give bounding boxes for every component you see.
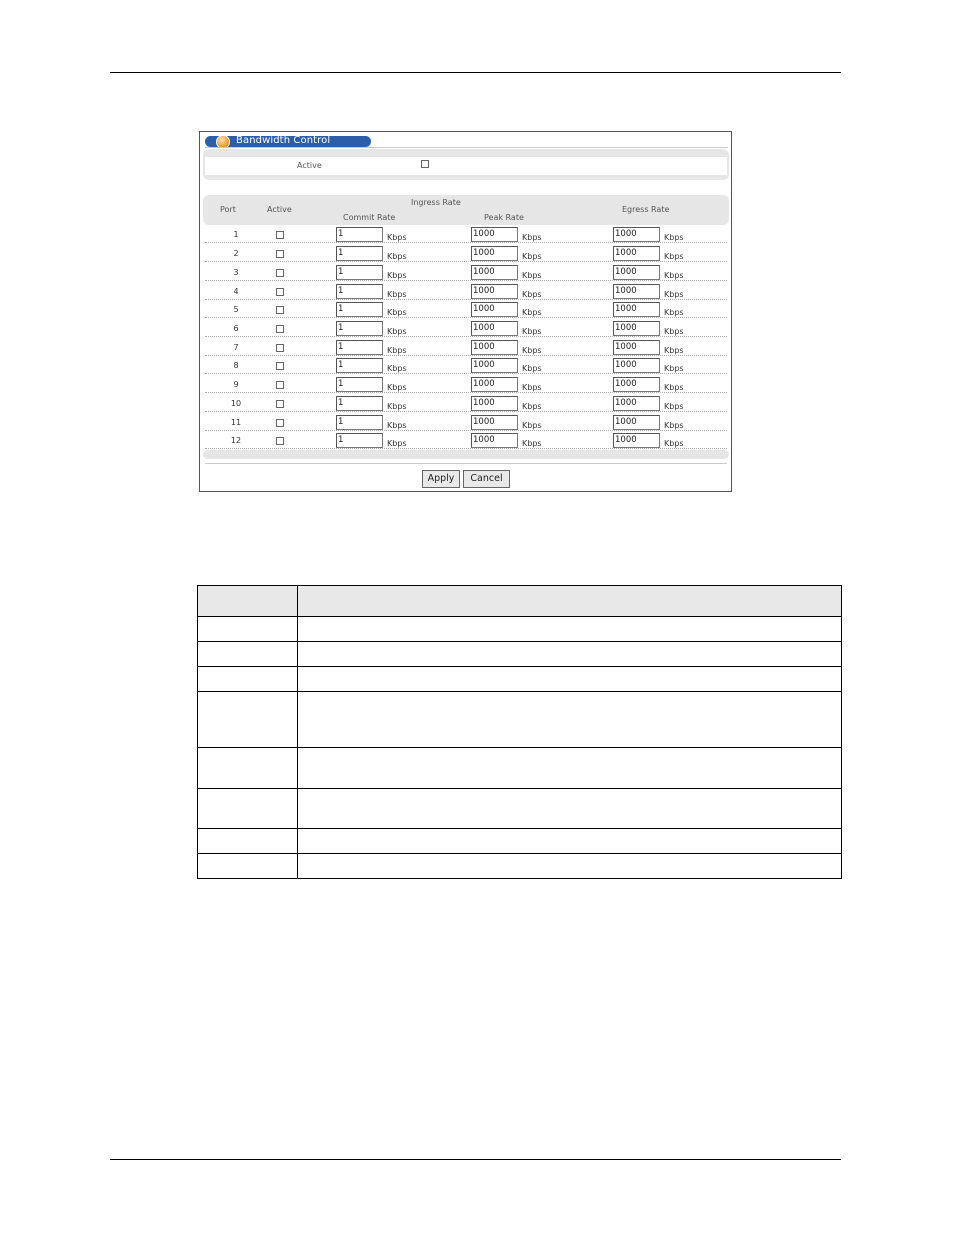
peak-rate-input[interactable]: 1000 xyxy=(471,284,518,299)
col-header-commit-rate: Commit Rate xyxy=(343,213,396,222)
table-row xyxy=(205,300,727,318)
egress-rate-input[interactable]: 1000 xyxy=(613,265,660,280)
table-cell xyxy=(198,829,298,854)
port-number: 7 xyxy=(233,343,239,352)
bandwidth-control-screen xyxy=(199,131,732,492)
field-description-table xyxy=(197,585,842,879)
commit-unit: Kbps xyxy=(387,290,407,299)
table-cell xyxy=(298,642,842,667)
commit-rate-input[interactable]: 1 xyxy=(336,265,383,280)
port-active-checkbox[interactable] xyxy=(276,269,284,277)
egress-rate-input[interactable]: 1000 xyxy=(613,340,660,355)
egress-unit: Kbps xyxy=(664,233,684,242)
peak-unit: Kbps xyxy=(522,327,542,336)
peak-rate-input[interactable]: 1000 xyxy=(471,246,518,261)
commit-unit: Kbps xyxy=(387,383,407,392)
peak-unit: Kbps xyxy=(522,421,542,430)
table-header-row xyxy=(198,586,842,617)
global-active-band xyxy=(203,149,729,180)
table-row xyxy=(205,394,727,412)
table-row xyxy=(198,692,842,748)
table-row xyxy=(205,338,727,356)
egress-unit: Kbps xyxy=(664,327,684,336)
commit-unit: Kbps xyxy=(387,439,407,448)
peak-unit: Kbps xyxy=(522,233,542,242)
table-row xyxy=(198,642,842,667)
page-header-rule xyxy=(110,72,841,73)
commit-unit: Kbps xyxy=(387,327,407,336)
table-row xyxy=(198,789,842,829)
commit-rate-input[interactable]: 1 xyxy=(336,396,383,411)
table-cell xyxy=(298,617,842,642)
port-active-checkbox[interactable] xyxy=(276,437,284,445)
peak-rate-input[interactable]: 1000 xyxy=(471,396,518,411)
panel-title: Bandwidth Control xyxy=(236,135,331,146)
table-cell xyxy=(198,748,298,789)
peak-rate-input[interactable]: 1000 xyxy=(471,227,518,242)
peak-rate-input[interactable]: 1000 xyxy=(471,415,518,430)
port-number: 1 xyxy=(233,230,239,239)
table-cell xyxy=(198,667,298,692)
header-cell xyxy=(198,586,298,617)
port-number: 3 xyxy=(233,268,239,277)
table-cell xyxy=(198,692,298,748)
table-footer-band xyxy=(203,450,729,459)
peak-unit: Kbps xyxy=(522,290,542,299)
commit-unit: Kbps xyxy=(387,233,407,242)
col-header-egress-rate: Egress Rate xyxy=(622,205,670,214)
commit-rate-input[interactable]: 1 xyxy=(336,321,383,336)
peak-rate-input[interactable]: 1000 xyxy=(471,265,518,280)
cancel-button[interactable]: Cancel xyxy=(463,470,510,488)
egress-unit: Kbps xyxy=(664,271,684,280)
commit-unit: Kbps xyxy=(387,364,407,373)
global-active-row xyxy=(205,157,727,175)
port-number: 9 xyxy=(233,380,239,389)
peak-rate-input[interactable]: 1000 xyxy=(471,321,518,336)
egress-unit: Kbps xyxy=(664,308,684,317)
table-row xyxy=(205,356,727,374)
commit-unit: Kbps xyxy=(387,271,407,280)
port-active-checkbox[interactable] xyxy=(276,344,284,352)
port-number: 8 xyxy=(233,361,239,370)
egress-rate-input[interactable]: 1000 xyxy=(613,302,660,317)
commit-rate-input[interactable]: 1 xyxy=(336,415,383,430)
peak-unit: Kbps xyxy=(522,402,542,411)
port-active-checkbox[interactable] xyxy=(276,400,284,408)
col-header-port: Port xyxy=(220,205,236,214)
commit-unit: Kbps xyxy=(387,346,407,355)
egress-unit: Kbps xyxy=(664,364,684,373)
commit-unit: Kbps xyxy=(387,252,407,261)
egress-rate-input[interactable]: 1000 xyxy=(613,433,660,448)
egress-rate-input[interactable]: 1000 xyxy=(613,321,660,336)
page-footer-rule xyxy=(110,1159,841,1160)
commit-rate-input[interactable]: 1 xyxy=(336,246,383,261)
table-cell xyxy=(298,748,842,789)
port-active-checkbox[interactable] xyxy=(276,381,284,389)
port-active-checkbox[interactable] xyxy=(276,419,284,427)
table-row xyxy=(205,319,727,337)
table-row xyxy=(198,667,842,692)
egress-rate-input[interactable]: 1000 xyxy=(613,415,660,430)
port-active-checkbox[interactable] xyxy=(276,306,284,314)
port-number: 2 xyxy=(233,249,239,258)
peak-rate-input[interactable]: 1000 xyxy=(471,302,518,317)
table-cell xyxy=(298,692,842,748)
table-cell xyxy=(298,789,842,829)
col-header-ingress-rate: Ingress Rate xyxy=(411,198,461,207)
port-active-checkbox[interactable] xyxy=(276,288,284,296)
table-row xyxy=(205,375,727,393)
table-row xyxy=(205,282,727,300)
commit-rate-input[interactable]: 1 xyxy=(336,227,383,242)
port-number: 12 xyxy=(230,436,242,445)
col-header-peak-rate: Peak Rate xyxy=(484,213,524,222)
peak-rate-input[interactable]: 1000 xyxy=(471,433,518,448)
egress-unit: Kbps xyxy=(664,346,684,355)
peak-unit: Kbps xyxy=(522,271,542,280)
port-number: 11 xyxy=(230,418,242,427)
table-row xyxy=(205,431,727,449)
egress-rate-input[interactable]: 1000 xyxy=(613,284,660,299)
commit-rate-input[interactable]: 1 xyxy=(336,377,383,392)
peak-unit: Kbps xyxy=(522,252,542,261)
table-cell xyxy=(298,667,842,692)
commit-rate-input[interactable]: 1 xyxy=(336,433,383,448)
port-number: 5 xyxy=(233,305,239,314)
peak-unit: Kbps xyxy=(522,364,542,373)
peak-rate-input[interactable]: 1000 xyxy=(471,340,518,355)
title-divider xyxy=(205,147,728,148)
egress-rate-input[interactable]: 1000 xyxy=(613,227,660,242)
table-cell xyxy=(198,854,298,879)
commit-rate-input[interactable]: 1 xyxy=(336,358,383,373)
port-active-checkbox[interactable] xyxy=(276,231,284,239)
port-number: 10 xyxy=(230,399,242,408)
port-number: 6 xyxy=(233,324,239,333)
egress-unit: Kbps xyxy=(664,439,684,448)
peak-rate-input[interactable]: 1000 xyxy=(471,377,518,392)
table-row xyxy=(205,225,727,243)
table-row xyxy=(198,748,842,789)
egress-unit: Kbps xyxy=(664,290,684,299)
port-active-checkbox[interactable] xyxy=(276,325,284,333)
table-cell xyxy=(198,789,298,829)
global-active-label: Active xyxy=(297,161,322,170)
table-row xyxy=(198,854,842,879)
table-cell xyxy=(198,642,298,667)
egress-unit: Kbps xyxy=(664,383,684,392)
commit-rate-input[interactable]: 1 xyxy=(336,302,383,317)
egress-rate-input[interactable]: 1000 xyxy=(613,377,660,392)
egress-unit: Kbps xyxy=(664,421,684,430)
peak-unit: Kbps xyxy=(522,346,542,355)
egress-rate-input[interactable]: 1000 xyxy=(613,246,660,261)
table-row xyxy=(198,617,842,642)
header-cell xyxy=(298,586,842,617)
port-active-checkbox[interactable] xyxy=(276,362,284,370)
global-active-checkbox[interactable] xyxy=(421,160,429,168)
table-row xyxy=(205,263,727,281)
port-active-checkbox[interactable] xyxy=(276,250,284,258)
button-divider xyxy=(205,463,727,464)
commit-unit: Kbps xyxy=(387,308,407,317)
peak-unit: Kbps xyxy=(522,308,542,317)
table-cell xyxy=(298,854,842,879)
egress-rate-input[interactable]: 1000 xyxy=(613,396,660,411)
commit-rate-input[interactable]: 1 xyxy=(336,284,383,299)
peak-unit: Kbps xyxy=(522,439,542,448)
table-cell xyxy=(198,617,298,642)
table-row xyxy=(198,829,842,854)
table-header-band xyxy=(203,195,729,225)
table-cell xyxy=(298,829,842,854)
egress-rate-input[interactable]: 1000 xyxy=(613,358,660,373)
table-row xyxy=(205,244,727,262)
egress-unit: Kbps xyxy=(664,252,684,261)
apply-button[interactable]: Apply xyxy=(422,470,460,488)
peak-rate-input[interactable]: 1000 xyxy=(471,358,518,373)
commit-unit: Kbps xyxy=(387,421,407,430)
table-row xyxy=(205,413,727,431)
commit-rate-input[interactable]: 1 xyxy=(336,340,383,355)
commit-unit: Kbps xyxy=(387,402,407,411)
col-header-active: Active xyxy=(267,205,292,214)
panel-title-tab xyxy=(205,136,371,147)
port-number: 4 xyxy=(233,287,239,296)
egress-unit: Kbps xyxy=(664,402,684,411)
peak-unit: Kbps xyxy=(522,383,542,392)
